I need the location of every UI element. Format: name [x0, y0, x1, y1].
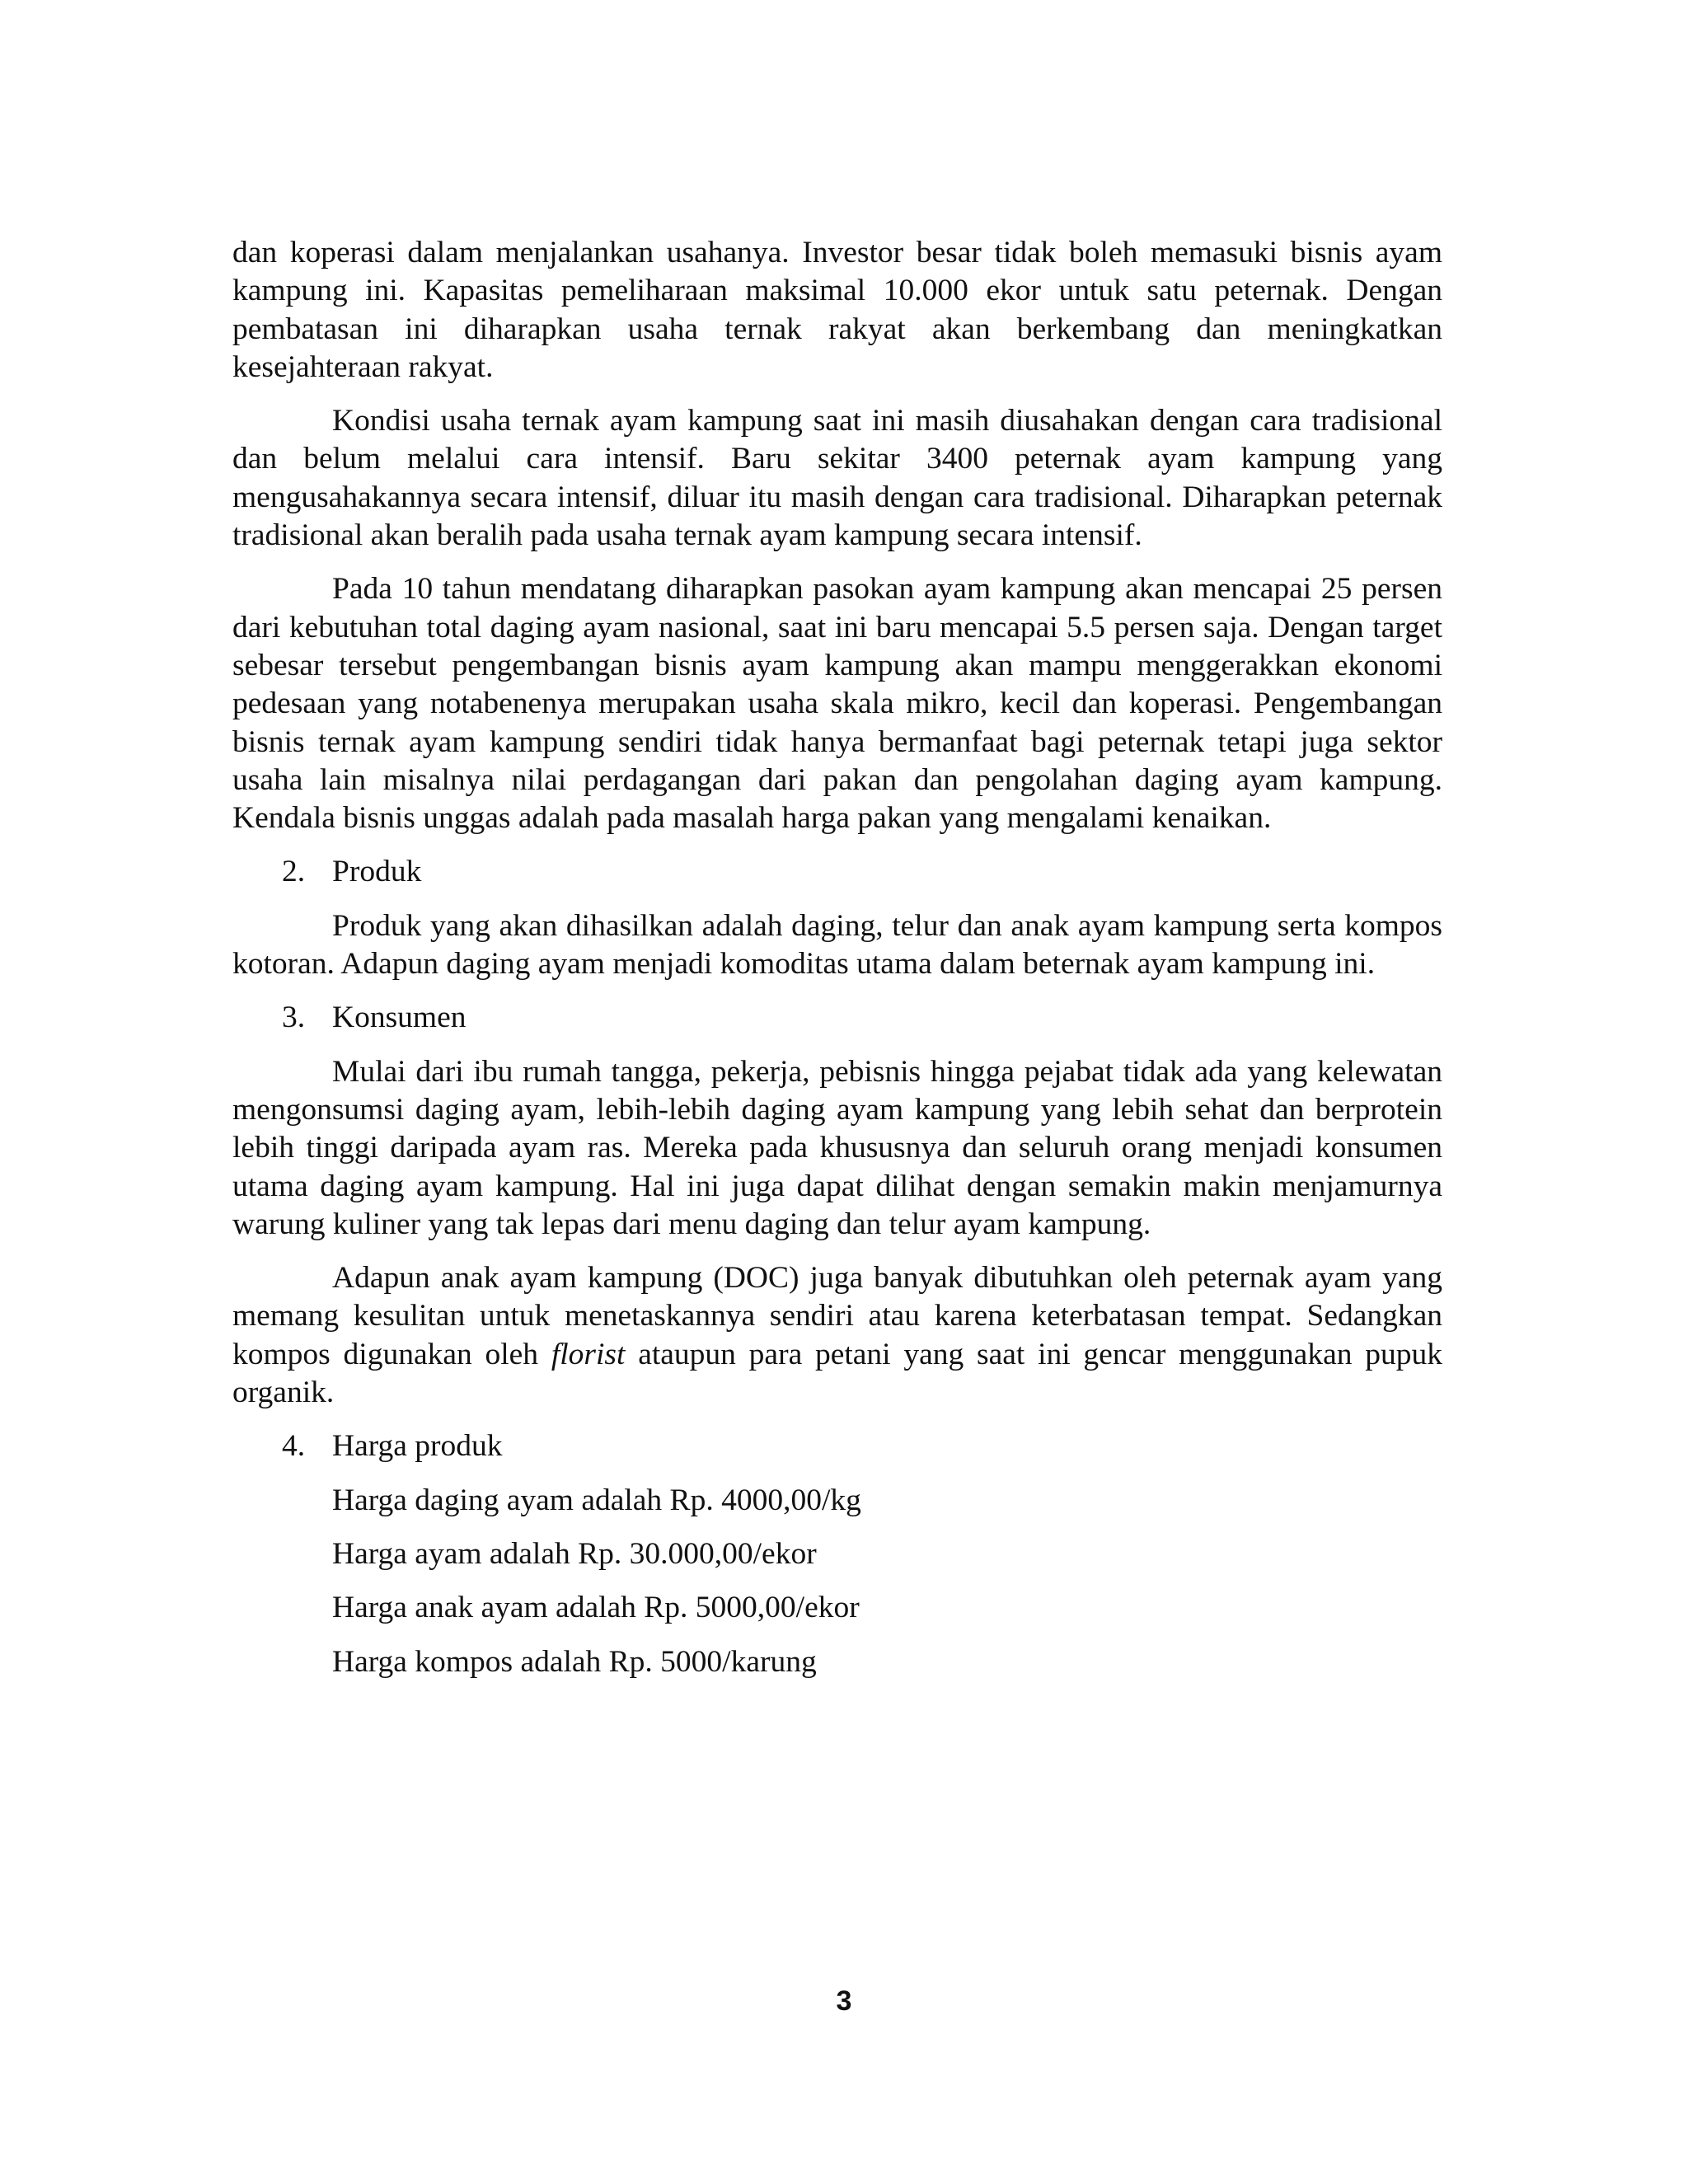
section-title: Produk [332, 855, 422, 889]
paragraph-target: Pada 10 tahun mendatang diharapkan pasokan ayam kampung akan mencapai 25 persen dari kebutuhan total daging ayam nasional, saat ini baru mencapai 5.5 persen saja. Dengan target sebesar tersebut pengembangan bisnis ayam kampung akan mampu menggerakkan ekonomi pedesaan yang notabenenya merupakan usaha skala mikro, kecil dan koperasi. Pengembangan bisnis ternak ayam kampung sendiri tidak hanya bermanfaat bagi peternak tetapi juga sektor usaha lain misalnya nilai perdagangan dari pakan dan pengolahan daging ayam kampung. Kendala bisnis unggas adalah pada masalah harga pakan yang mengalami kenaikan. [232, 572, 1442, 836]
paragraph-produk: Produk yang akan dihasilkan adalah daging, telur dan anak ayam kampung serta kompos kotoran. Adapun daging ayam menjadi komoditas utama dalam beternak ayam kampung ini. [232, 908, 1442, 982]
section-title: Konsumen [332, 1001, 467, 1035]
page-number: 3 [836, 1985, 852, 2017]
paragraph-text: ataupun para petani yang saat ini gencar menggunakan pupuk organik. [232, 1337, 1442, 1410]
price-line-ayam: Harga ayam adalah Rp. 30.000,00/ekor [332, 1536, 817, 1571]
section-title: Harga produk [332, 1429, 503, 1464]
section-heading-harga [282, 1427, 1442, 1465]
paragraph-konsumen-1: Mulai dari ibu rumah tangga, pekerja, pebisnis hingga pejabat tidak ada yang kelewatan mengonsumsi daging ayam, lebih-lebih daging ayam kampung yang lebih sehat dan berprotein lebih tinggi daripada ayam ras. Mereka pada khususnya dan seluruh orang menjadi konsumen utama daging ayam kampung. Hal ini juga dapat dilihat dengan semakin makin menjamurnya warung kuliner yang tak lepas dari menu daging dan telur ayam kampung. [232, 1054, 1442, 1241]
price-line-kompos: Harga kompos adalah Rp. 5000/karung [332, 1644, 817, 1679]
section-number: 2. [282, 855, 306, 889]
price-line-anak-ayam: Harga anak ayam adalah Rp. 5000,00/ekor [332, 1591, 860, 1625]
intro-paragraph: dan koperasi dalam menjalankan usahanya. Investor besar tidak boleh memasuki bisnis ayam kampung ini. Kapasitas pemeliharaan maksimal 10.000 ekor untuk satu peternak. Dengan pembatasan ini diharapkan usaha ternak rakyat akan berkembang dan meningkatkan kesejahteraan rakyat. [232, 236, 1442, 384]
section-number: 3. [282, 1001, 306, 1035]
paragraph-konsumen-2 [232, 1259, 1442, 1412]
paragraph-text: Adapun anak ayam kampung (DOC) juga banyak dibutuhkan oleh peternak ayam yang memang kesulitan untuk menetaskannya sendiri atau karena keterbatasan tempat. Sedangkan kompos digunakan oleh [232, 1261, 1442, 1371]
section-heading-konsumen [282, 999, 1442, 1037]
section-number: 4. [282, 1429, 306, 1464]
paragraph-kondisi: Kondisi usaha ternak ayam kampung saat ini masih diusahakan dengan cara tradisional dan belum melalui cara intensif. Baru sekitar 3400 peternak ayam kampung yang mengusahakannya secara intensif, diluar itu masih dengan cara tradisional. Diharapkan peternak tradisional akan beralih pada usaha ternak ayam kampung secara intensif. [232, 404, 1442, 553]
page-body [232, 234, 1442, 1697]
price-line-daging: Harga daging ayam adalah Rp. 4000,00/kg [332, 1483, 861, 1517]
section-heading-produk [282, 853, 1442, 891]
italic-term: florist [551, 1337, 626, 1371]
